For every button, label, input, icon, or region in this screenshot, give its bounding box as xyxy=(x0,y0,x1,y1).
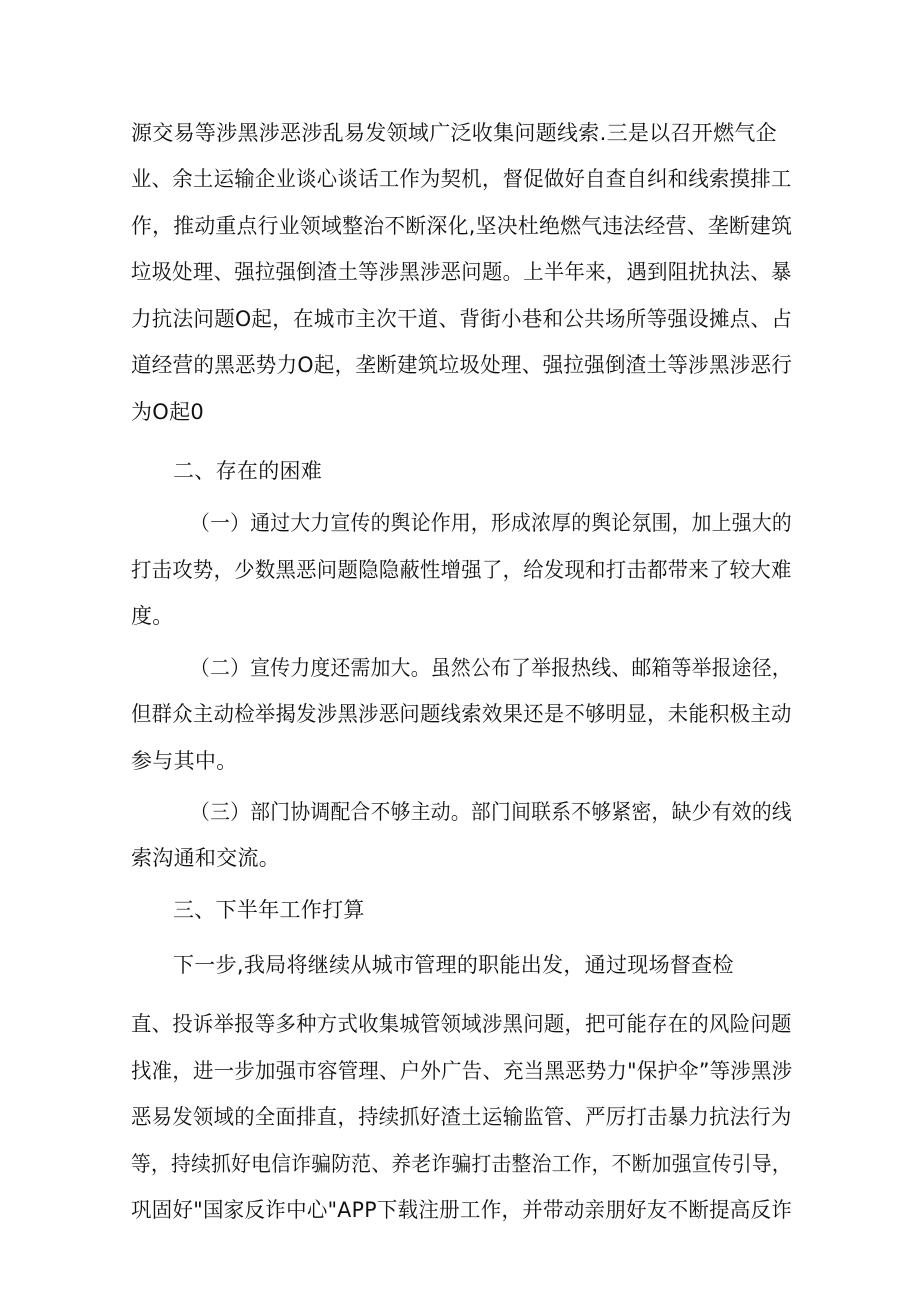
paragraph-line: 力抗法问题O起，在城市主次干道、背街小巷和公共场所等强设摊点、占 xyxy=(131,307,793,331)
paragraph-line: 等，持续抓好电信诈骗防范、养老诈骗打击整治工作，不断加强宣传引导， xyxy=(131,1152,792,1176)
list-item-1-line: 度。 xyxy=(131,604,174,628)
list-item-1-line: 打击攻势，少数黑恶问题隐隐蔽性增强了，给发现和打击都带来了较大难 xyxy=(131,558,792,582)
paragraph-line: 作，推动重点行业领域整治不断深化,坚决杜绝燃气违法经营、垄断建筑 xyxy=(131,214,793,238)
paragraph-line: 巩固好"国家反诈中心"APP下载注册工作，并带动亲朋好友不断提高反诈 xyxy=(131,1198,793,1222)
paragraph-line: 垃圾处理、强拉强倒渣土等涉黑涉恶问题。上半年来，遇到阻扰执法、暴 xyxy=(131,260,792,284)
list-item-3-line: （三）部门协调配合不够主动。部门间联系不够紧密，缺少有效的线 xyxy=(190,800,793,824)
list-item-2-line: （二）宣传力度还需加大。虽然公布了举报热线、邮箱等举报途径， xyxy=(190,656,793,680)
paragraph-line: 恶易发领域的全面排直，持续抓好渣土运输监管、严厉打击暴力抗法行为 xyxy=(131,1105,792,1129)
list-item-3-line: 索沟通和交流。 xyxy=(131,846,281,870)
paragraph-line: 下一步,我局将继续从城市管理的职能出发，通过现场督查检 xyxy=(173,953,734,977)
paragraph-line: 源交易等涉黑涉恶涉乱易发领域广泛收集问题线索.三是以召开燃气企 xyxy=(131,121,777,145)
paragraph-line: 直、投诉举报等多种方式收集城管领域涉黑问题，把可能存在的风险问题 xyxy=(131,1012,792,1036)
paragraph-line: 为O起0 xyxy=(131,400,205,424)
paragraph-line: 找准，进一步加强市容管理、户外广告、充当黑恶势力"保护伞”等涉黑涉 xyxy=(131,1059,793,1083)
list-item-2-line: 但群众主动检举揭发涉黑涉恶问题线索效果还是不够明显，未能积极主动 xyxy=(131,702,792,726)
section-heading-2: 二、存在的困难 xyxy=(173,459,323,483)
list-item-1-line: （一）通过大力宣传的舆论作用，形成浓厚的舆论氛围，加上强大的 xyxy=(190,511,793,535)
paragraph-line: 业、余土运输企业谈心谈话工作为契机，督促做好自查自纠和线索摸排工 xyxy=(131,167,792,191)
list-item-2-line: 参与其中。 xyxy=(131,749,238,773)
section-heading-3: 三、下半年工作打算 xyxy=(173,898,365,922)
paragraph-line: 道经营的黑恶势力O起，垄断建筑垃圾处理、强拉强倒渣土等涉黑涉恶行 xyxy=(131,353,793,377)
